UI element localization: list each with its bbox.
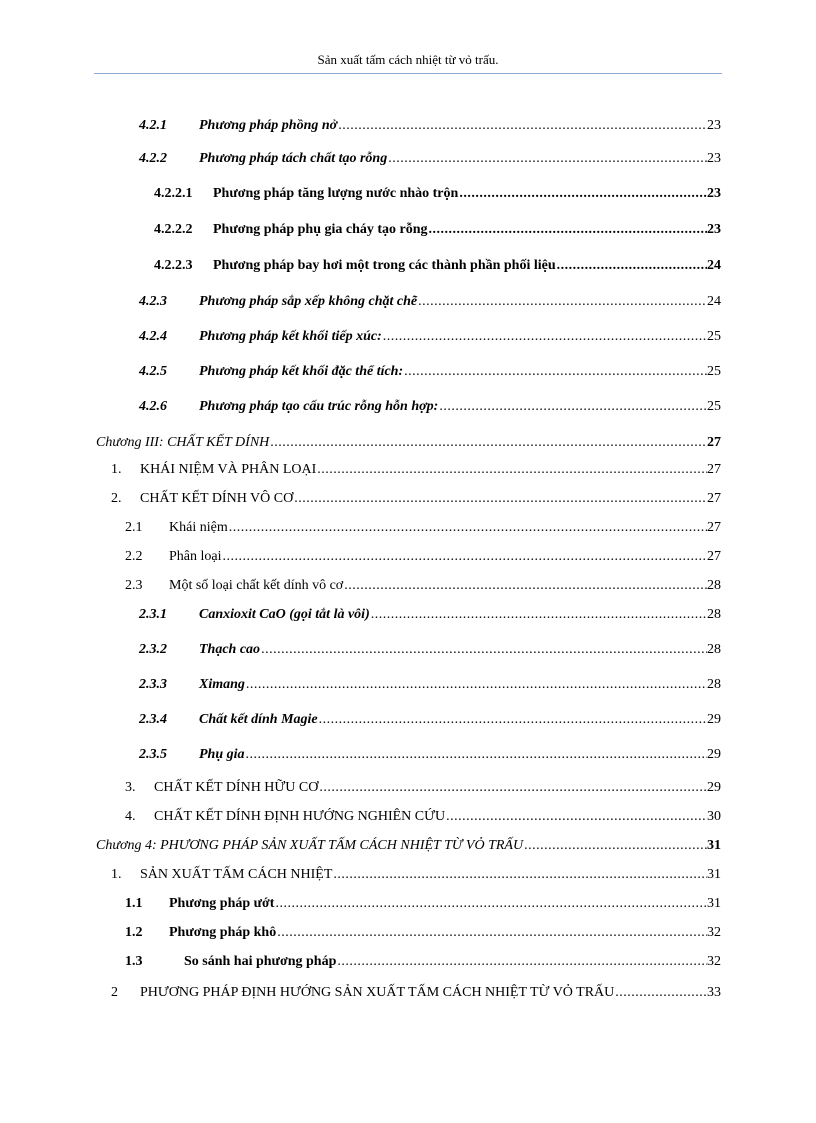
toc-leader-dots xyxy=(294,489,707,509)
toc-leader-dots xyxy=(319,778,707,798)
toc-entry-page: 27 xyxy=(707,520,721,535)
toc-leader-dots xyxy=(429,220,707,240)
toc-entry[interactable] xyxy=(0,745,816,765)
toc-entry-title: Phương pháp bay hơi một trong các thành phần phối liệu xyxy=(213,258,556,273)
toc-entry[interactable] xyxy=(0,605,816,625)
toc-entry-page: 27 xyxy=(707,435,721,450)
toc-entry-number: 2.3.5 xyxy=(139,747,167,762)
toc-leader-dots xyxy=(524,836,707,856)
toc-entry-number: 4.2.2.1 xyxy=(154,186,193,201)
toc-entry[interactable] xyxy=(0,184,816,204)
toc-entry[interactable] xyxy=(0,807,816,827)
toc-entry-number: 2.3.4 xyxy=(139,712,167,727)
toc-entry[interactable] xyxy=(0,576,816,596)
toc-entry-page: 24 xyxy=(707,294,721,309)
toc-entry-number: 4.2.5 xyxy=(139,364,167,379)
toc-entry-title: Phương pháp khô xyxy=(169,925,277,940)
toc-entry-title: Phương pháp ướt xyxy=(169,896,275,911)
header-divider xyxy=(94,73,722,74)
toc-leader-dots xyxy=(338,116,707,136)
toc-leader-dots xyxy=(439,397,707,417)
toc-entry-title: PHƯƠNG PHÁP ĐỊNH HƯỚNG SẢN XUẤT TẤM CÁCH NHIỆT TỪ VỎ TRẤU xyxy=(140,985,615,1000)
page-header-title: Sản xuất tấm cách nhiệt từ vỏ trấu. xyxy=(317,52,499,67)
page-header xyxy=(0,52,816,68)
toc-chapter-entry[interactable] xyxy=(0,433,816,453)
toc-entry[interactable] xyxy=(0,327,816,347)
toc-entry-number: 4. xyxy=(125,809,136,824)
toc-entry-page: 31 xyxy=(707,896,721,911)
toc-entry-page: 31 xyxy=(707,867,721,882)
toc-leader-dots xyxy=(223,547,708,567)
toc-entry[interactable] xyxy=(0,397,816,417)
toc-entry-page: 28 xyxy=(707,677,721,692)
toc-leader-dots xyxy=(344,576,707,596)
toc-leader-dots xyxy=(557,256,707,276)
toc-entry-number: 1.1 xyxy=(125,896,143,911)
toc-entry-page: 25 xyxy=(707,364,721,379)
toc-entry[interactable] xyxy=(0,778,816,798)
toc-entry-page: 28 xyxy=(707,642,721,657)
toc-entry-page: 25 xyxy=(707,399,721,414)
toc-entry-page: 29 xyxy=(707,712,721,727)
toc-leader-dots xyxy=(275,894,707,914)
toc-leader-dots xyxy=(337,952,707,972)
toc-leader-dots xyxy=(383,327,707,347)
toc-entry[interactable] xyxy=(0,292,816,312)
toc-entry-page: 23 xyxy=(707,118,721,133)
toc-entry-number: 2.3.3 xyxy=(139,677,167,692)
toc-entry[interactable] xyxy=(0,362,816,382)
toc-entry-number: 1.2 xyxy=(125,925,143,940)
toc-entry-title: CHẤT KẾT DÍNH ĐỊNH HƯỚNG NGHIÊN CỨU xyxy=(154,809,446,824)
toc-leader-dots xyxy=(277,923,707,943)
toc-entry-number: 4.2.2 xyxy=(139,151,167,166)
toc-entry-title: Phương pháp phồng nở xyxy=(199,118,338,133)
toc-entry[interactable] xyxy=(0,547,816,567)
toc-entry-page: 27 xyxy=(707,549,721,564)
toc-leader-dots xyxy=(418,292,707,312)
toc-entry-title: CHẤT KẾT DÍNH VÔ CƠ xyxy=(140,491,294,506)
toc-entry-page: 23 xyxy=(707,151,721,166)
toc-entry-title: Phương pháp sắp xếp không chặt chẽ xyxy=(199,294,418,309)
toc-entry-number: 2.3.2 xyxy=(139,642,167,657)
toc-entry-title: Phân loại xyxy=(169,549,222,564)
toc-entry[interactable] xyxy=(0,710,816,730)
toc-entry-number: 1.3 xyxy=(125,954,143,969)
toc-entry-title: Phương pháp kết khối đặc thể tích: xyxy=(199,364,404,379)
toc-entry[interactable] xyxy=(0,489,816,509)
toc-entry[interactable] xyxy=(0,865,816,885)
toc-leader-dots xyxy=(388,149,707,169)
toc-entry[interactable] xyxy=(0,923,816,943)
toc-entry[interactable] xyxy=(0,220,816,240)
toc-entry-number: 2.1 xyxy=(125,520,143,535)
toc-entry-number: 2 xyxy=(111,985,118,1000)
toc-leader-dots xyxy=(446,807,707,827)
toc-entry[interactable] xyxy=(0,460,816,480)
toc-entry-number: 3. xyxy=(125,780,136,795)
toc-entry[interactable] xyxy=(0,952,816,972)
toc-entry[interactable] xyxy=(0,640,816,660)
toc-entry-title: Chất kết dính Magie xyxy=(199,712,318,727)
toc-chapter-entry[interactable] xyxy=(0,836,816,856)
toc-entry[interactable] xyxy=(0,675,816,695)
toc-entry-title: Phương pháp phụ gia cháy tạo rỗng xyxy=(213,222,428,237)
toc-leader-dots xyxy=(319,710,707,730)
toc-entry-title: Chương III: CHẤT KẾT DÍNH xyxy=(96,435,270,450)
toc-entry[interactable] xyxy=(0,149,816,169)
toc-leader-dots xyxy=(459,184,707,204)
toc-entry-number: 4.2.2.3 xyxy=(154,258,193,273)
toc-entry-page: 29 xyxy=(707,747,721,762)
toc-entry-title: Khái niệm xyxy=(169,520,228,535)
toc-entry-number: 4.2.3 xyxy=(139,294,167,309)
toc-entry-title: Phương pháp tăng lượng nước nhào trộn xyxy=(213,186,459,201)
toc-entry-number: 4.2.2.2 xyxy=(154,222,193,237)
toc-entry-number: 1. xyxy=(111,462,122,477)
toc-entry-page: 23 xyxy=(707,186,721,201)
toc-entry-page: 30 xyxy=(707,809,721,824)
toc-entry-title: Một số loại chất kết dính vô cơ xyxy=(169,578,344,593)
toc-entry-title: Phương pháp tạo cấu trúc rỗng hỗn hợp: xyxy=(199,399,439,414)
toc-entry-title: SẢN XUẤT TẤM CÁCH NHIỆT xyxy=(140,867,333,882)
toc-entry-title: KHÁI NIỆM VÀ PHÂN LOẠI xyxy=(140,462,317,477)
toc-entry-number: 1. xyxy=(111,867,122,882)
toc-entry-title: Phương pháp tách chất tạo rỗng xyxy=(199,151,388,166)
toc-entry-page: 27 xyxy=(707,491,721,506)
toc-leader-dots xyxy=(317,460,707,480)
toc-entry-number: 2. xyxy=(111,491,122,506)
toc-entry[interactable] xyxy=(0,983,816,1003)
toc-leader-dots xyxy=(246,675,707,695)
toc-entry-number: 4.2.4 xyxy=(139,329,167,344)
toc-leader-dots xyxy=(371,605,707,625)
toc-entry[interactable] xyxy=(0,518,816,538)
toc-leader-dots xyxy=(229,518,707,538)
toc-entry-title: So sánh hai phương pháp xyxy=(184,954,337,969)
toc-entry-page: 32 xyxy=(707,925,721,940)
toc-leader-dots xyxy=(261,640,707,660)
toc-leader-dots xyxy=(246,745,707,765)
toc-entry-title: Phụ gia xyxy=(199,747,245,762)
toc-entry-page: 29 xyxy=(707,780,721,795)
toc-leader-dots xyxy=(333,865,707,885)
toc-entry-title: Canxioxit CaO (gọi tắt là vôi) xyxy=(199,607,370,622)
toc-entry-page: 28 xyxy=(707,607,721,622)
toc-entry-page: 31 xyxy=(707,838,721,853)
toc-entry-page: 32 xyxy=(707,954,721,969)
toc-entry-page: 28 xyxy=(707,578,721,593)
toc-entry-page: 24 xyxy=(707,258,721,273)
toc-leader-dots xyxy=(615,983,707,1003)
toc-entry-number: 4.2.6 xyxy=(139,399,167,414)
toc-entry-page: 25 xyxy=(707,329,721,344)
toc-entry-page: 27 xyxy=(707,462,721,477)
toc-entry-number: 4.2.1 xyxy=(139,118,167,133)
toc-entry-title: CHẤT KẾT DÍNH HỮU CƠ xyxy=(154,780,319,795)
toc-entry[interactable] xyxy=(0,256,816,276)
toc-entry[interactable] xyxy=(0,116,816,136)
toc-entry-number: 2.3.1 xyxy=(139,607,167,622)
toc-entry-title: Thạch cao xyxy=(199,642,261,657)
toc-leader-dots xyxy=(270,433,707,453)
toc-entry-title: Ximang xyxy=(199,677,245,692)
toc-entry-number: 2.2 xyxy=(125,549,143,564)
toc-entry[interactable] xyxy=(0,894,816,914)
toc-entry-title: Chương 4: PHƯƠNG PHÁP SẢN XUẤT TẤM CÁCH NHIỆT TỪ VỎ TRẤU xyxy=(96,838,524,853)
toc-entry-number: 2.3 xyxy=(125,578,143,593)
toc-leader-dots xyxy=(404,362,707,382)
toc-entry-page: 23 xyxy=(707,222,721,237)
toc-entry-title: Phương pháp kết khối tiếp xúc: xyxy=(199,329,382,344)
toc-entry-page: 33 xyxy=(707,985,721,1000)
